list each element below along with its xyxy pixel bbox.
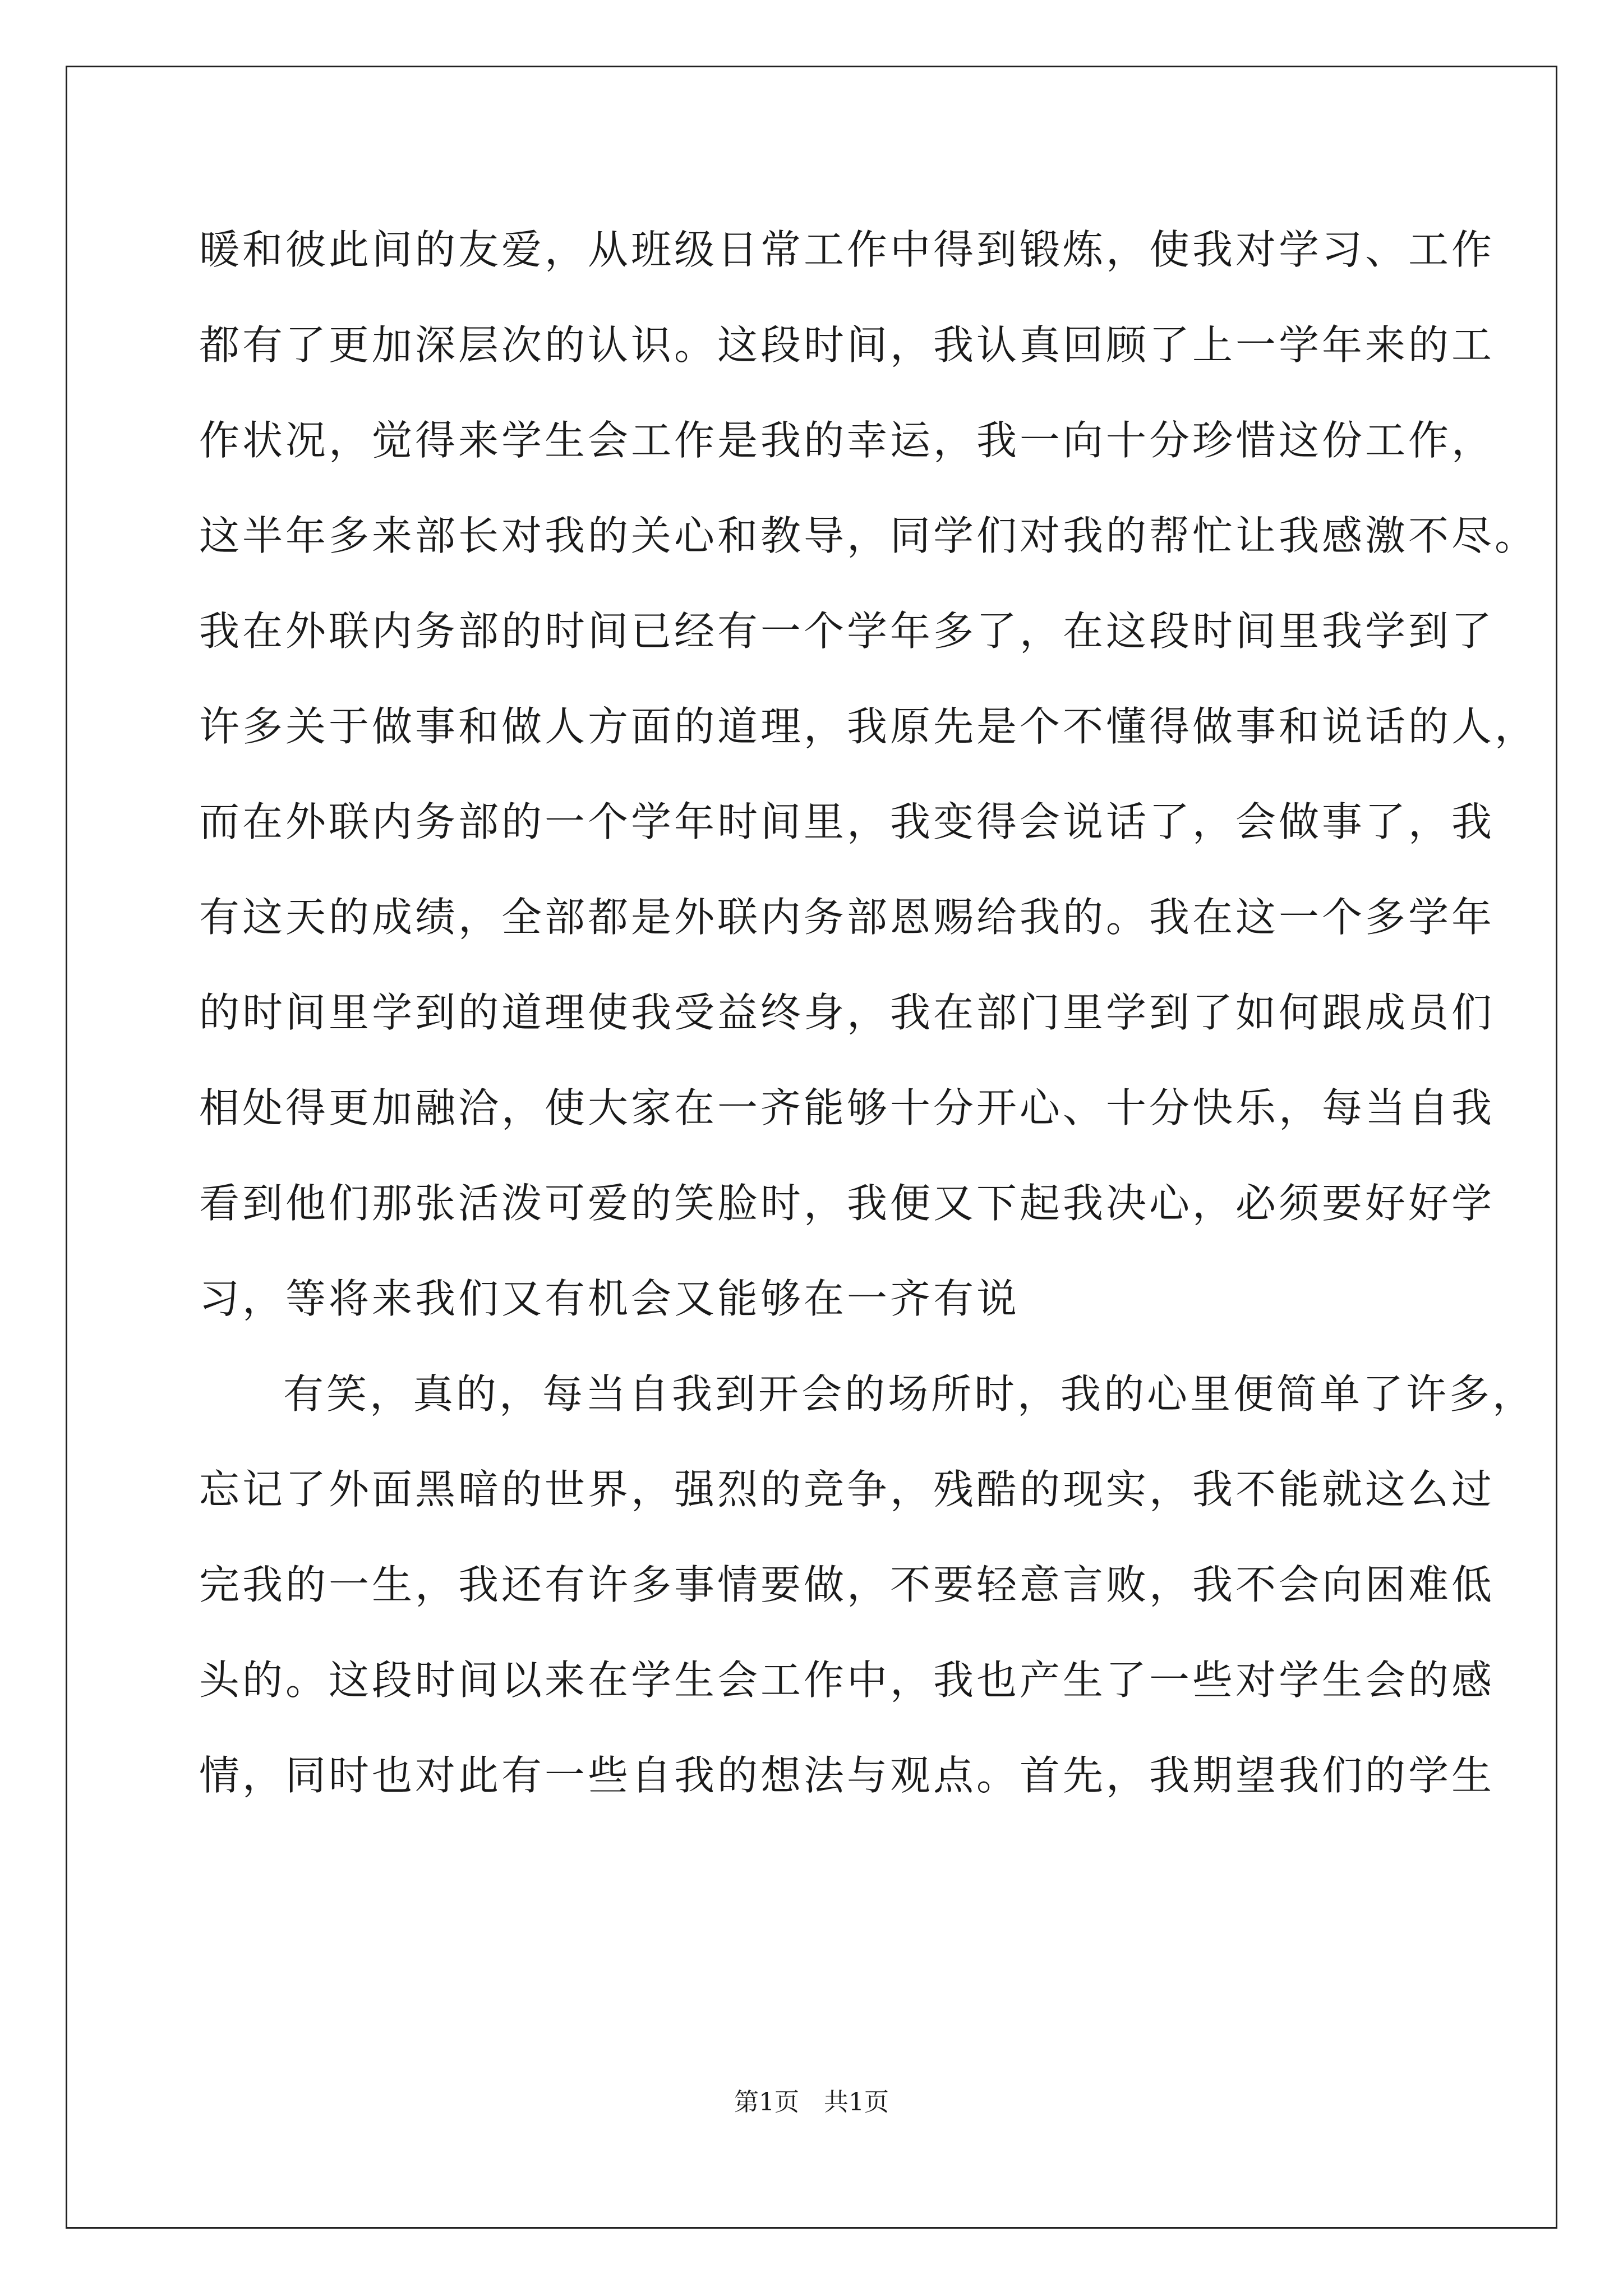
text-line: 习，等将来我们又有机会又能够在一齐有说 <box>199 1275 1020 1322</box>
page-border <box>66 66 1557 2229</box>
page-footer: 第1页 共1页 <box>734 2088 889 2116</box>
text-line: 的时间里学到的道理使我受益终身，我在部门里学到了如何跟成员们 <box>199 989 1495 1036</box>
text-line: 相处得更加融洽，使大家在一齐能够十分开心、十分快乐，每当自我 <box>199 1084 1495 1131</box>
text-line: 作状况，觉得来学生会工作是我的幸运，我一向十分珍惜这份工作， <box>199 417 1495 464</box>
text-line: 头的。这段时间以来在学生会工作中，我也产生了一些对学生会的感 <box>199 1657 1495 1704</box>
text-line: 这半年多来部长对我的关心和教导，同学们对我的帮忙让我感激不尽。 <box>199 512 1538 559</box>
text-line: 情，同时也对此有一些自我的想法与观点。首先，我期望我们的学生 <box>199 1752 1495 1799</box>
text-line: 看到他们那张活泼可爱的笑脸时，我便又下起我决心，必须要好好学 <box>199 1180 1495 1227</box>
text-line: 许多关于做事和做人方面的道理，我原先是个不懂得做事和说话的人， <box>199 703 1538 750</box>
text-line: 暖和彼此间的友爱，从班级日常工作中得到锻炼，使我对学习、工作 <box>199 226 1495 273</box>
text-line: 有这天的成绩，全部都是外联内务部恩赐给我的。我在这一个多学年 <box>199 894 1495 941</box>
text-line: 我在外联内务部的时间已经有一个学年多了，在这段时间里我学到了 <box>199 608 1495 655</box>
text-line: 忘记了外面黑暗的世界，强烈的竞争，残酷的现实，我不能就这么过 <box>199 1466 1495 1513</box>
text-line: 完我的一生，我还有许多事情要做，不要轻意言败，我不会向困难低 <box>199 1561 1495 1608</box>
paragraph-first-line: 有笑，真的，每当自我到开会的场所时，我的心里便简单了许多， <box>283 1370 1536 1418</box>
text-line: 而在外联内务部的一个学年时间里，我变得会说话了，会做事了，我 <box>199 798 1495 845</box>
text-line: 都有了更加深层次的认识。这段时间，我认真回顾了上一学年来的工 <box>199 321 1495 369</box>
